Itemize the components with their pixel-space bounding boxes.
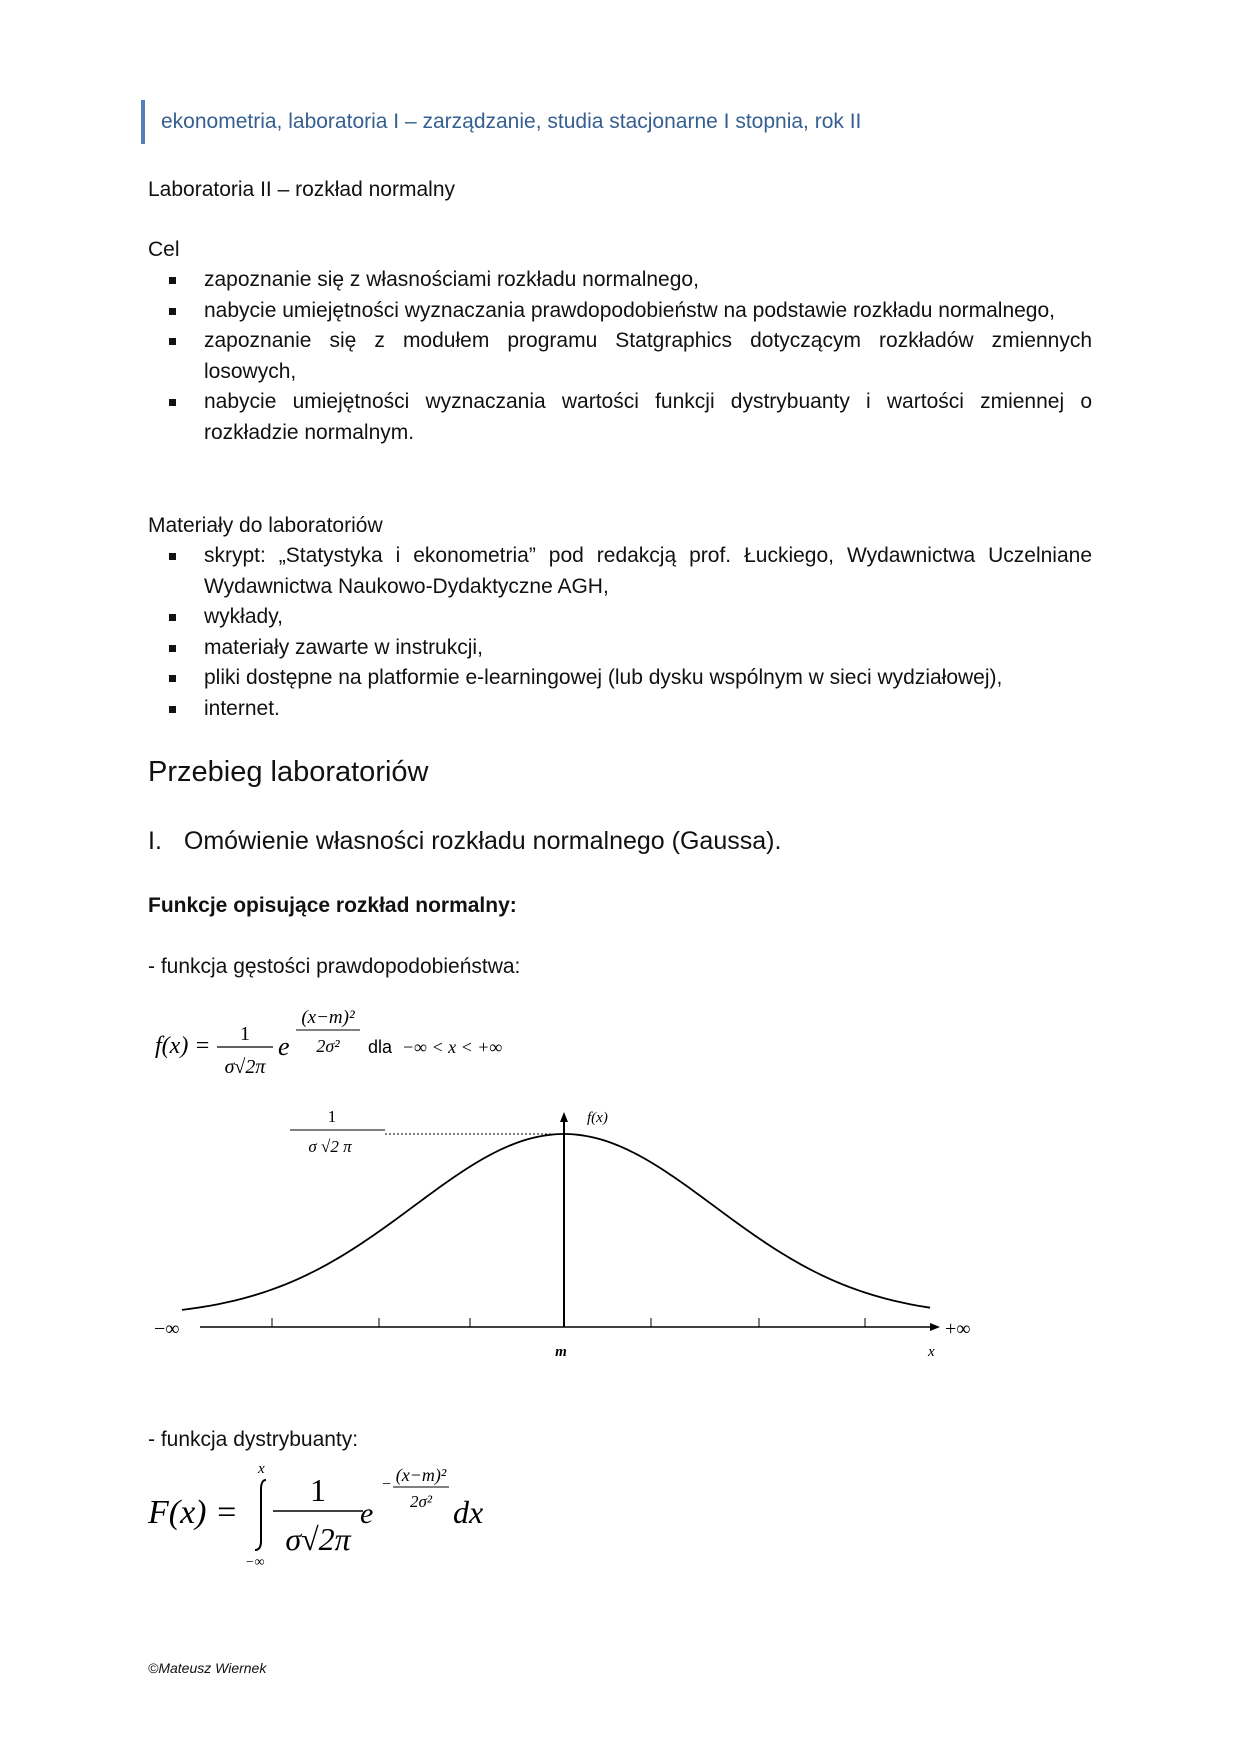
bullet-icon <box>169 277 176 284</box>
mean-label: m <box>555 1344 567 1360</box>
materialy-list <box>148 541 1092 724</box>
cdf-label: - funkcja dystrybuanty: <box>148 1428 359 1451</box>
y-axis-label: f(x) <box>587 1110 608 1126</box>
density-exp-num: (x−m)² <box>301 1007 355 1028</box>
bullet-icon <box>169 614 176 621</box>
integral-upper-limit: x <box>258 1461 265 1477</box>
functions-heading: Funkcje opisujące rozkład normalny: <box>148 894 517 917</box>
density-range: −∞ < x < +∞ <box>402 1037 503 1057</box>
list-item: internet. <box>148 694 1092 725</box>
pos-infinity-label: +∞ <box>945 1318 971 1340</box>
integral-sign-icon <box>255 1480 266 1550</box>
cdf-exp-sign: − <box>382 1476 392 1493</box>
subsection-number: I. <box>148 827 162 855</box>
peak-label-numerator: 1 <box>327 1107 337 1126</box>
cdf-exp-den: 2σ² <box>410 1492 432 1511</box>
integral-lower-limit: −∞ <box>245 1555 265 1570</box>
list-item: nabycie umiejętności wyznaczania wartości funkcji dystrybuanty i wartości zmiennej o rozkładzie normalnym. <box>148 387 1092 448</box>
bullet-icon <box>169 645 176 652</box>
cdf-dx: dx <box>453 1494 484 1530</box>
cel-list <box>148 265 1092 448</box>
density-formula-lhs: f(x) = <box>155 1033 211 1059</box>
list-item: skrypt: „Statystyka i ekonometria” pod redakcją prof. Łuckiego, Wydawnictwa Uczelniane Wydawnictwa Naukowo-Dydaktyczne AGH, <box>148 541 1092 602</box>
density-formula <box>150 1000 530 1085</box>
document-title: Laboratoria II – rozkład normalny <box>148 178 455 201</box>
x-axis-label: x <box>928 1344 935 1360</box>
bullet-icon <box>169 308 176 315</box>
cdf-formula <box>145 1455 525 1575</box>
page-header: ekonometria, laboratoria I – zarządzanie, studia stacjonarne I stopnia, rok II <box>161 110 862 133</box>
list-item: wykłady, <box>148 602 1092 633</box>
list-item: materiały zawarte w instrukcji, <box>148 633 1092 664</box>
x-axis-arrow-icon <box>930 1323 940 1331</box>
bullet-icon <box>169 399 176 406</box>
density-frac-den: σ√2π <box>224 1056 266 1078</box>
cdf-frac-den: σ√2π <box>285 1521 351 1557</box>
subsection-heading <box>148 827 781 856</box>
list-item: pliki dostępne na platformie e-learningowej (lub dysku wspólnym w sieci wydziałowej), <box>148 663 1092 694</box>
list-item: zapoznanie się z modułem programu Statgraphics dotyczącym rozkładów zmiennych losowych, <box>148 326 1092 387</box>
cdf-lhs: F(x) = <box>148 1494 238 1531</box>
density-base: e <box>278 1032 290 1061</box>
density-dla: dla <box>368 1037 393 1057</box>
cdf-base: e <box>360 1497 374 1530</box>
normal-distribution-chart <box>140 1090 1010 1370</box>
density-exp-den: 2σ² <box>316 1036 340 1056</box>
header-accent-bar <box>141 100 145 144</box>
subsection-text: Omówienie własności rozkładu normalnego (Gaussa). <box>183 827 782 855</box>
bullet-icon <box>169 675 176 682</box>
list-item: zapoznanie się z własnościami rozkładu normalnego, <box>148 265 1092 296</box>
cdf-exp-num: (x−m)² <box>395 1465 447 1485</box>
density-frac-num: 1 <box>240 1023 250 1045</box>
materialy-heading: Materiały do laboratoriów <box>148 514 383 537</box>
density-label: - funkcja gęstości prawdopodobieństwa: <box>148 955 521 978</box>
density-curve <box>182 1134 930 1310</box>
y-axis-arrow-icon <box>560 1112 568 1122</box>
bullet-icon <box>169 553 176 560</box>
section-heading: Przebieg laboratoriów <box>148 756 429 788</box>
cel-heading: Cel <box>148 238 180 261</box>
list-item: nabycie umiejętności wyznaczania prawdopodobieństw na podstawie rozkładu normalnego, <box>148 296 1092 327</box>
bullet-icon <box>169 338 176 345</box>
cdf-frac-num: 1 <box>310 1472 326 1508</box>
footer-copyright: ©Mateusz Wiernek <box>148 1660 267 1676</box>
neg-infinity-label: −∞ <box>154 1318 180 1340</box>
peak-label-denominator: σ √2 π <box>308 1137 352 1156</box>
bullet-icon <box>169 706 176 713</box>
